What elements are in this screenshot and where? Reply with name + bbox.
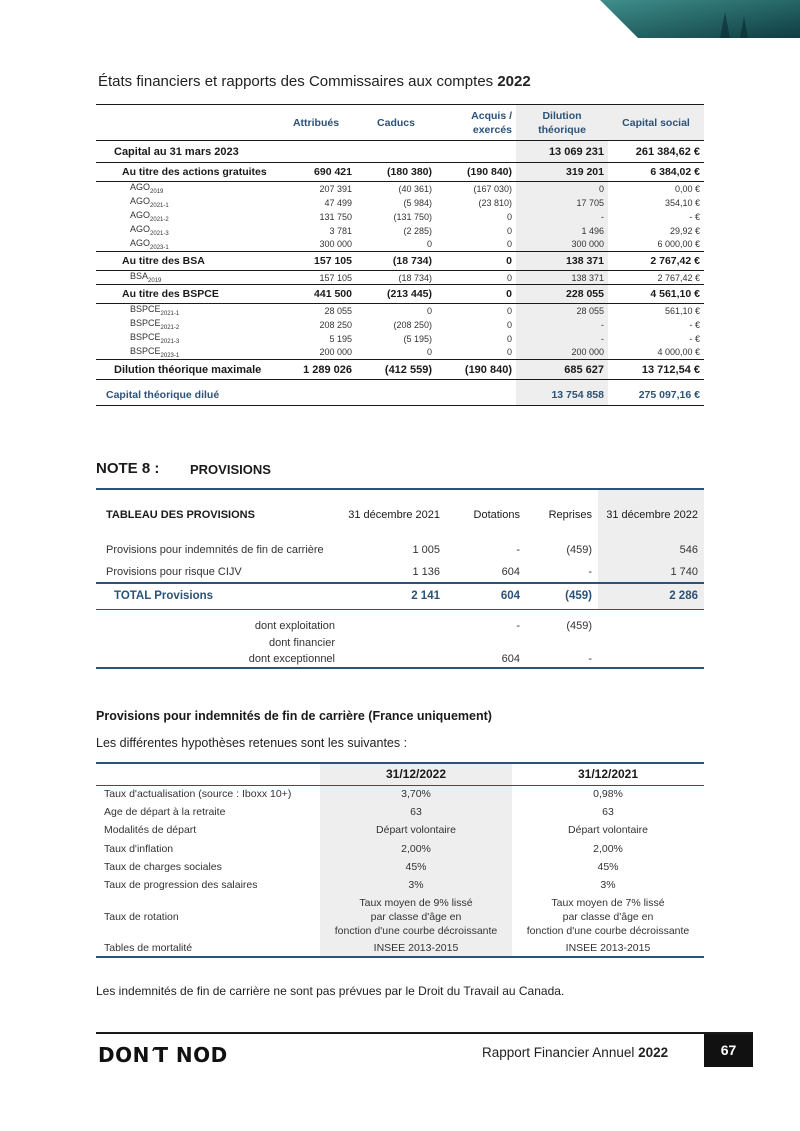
column-header: Caducs bbox=[356, 105, 436, 141]
hypothesis-row bbox=[96, 821, 704, 839]
cell-acquis: (23 810) bbox=[478, 197, 512, 208]
cell-2021: 0,98% bbox=[593, 788, 623, 801]
cell-attribues: 441 500 bbox=[276, 285, 356, 304]
max-dilution-row bbox=[96, 360, 704, 380]
cell-capital: 261 384,62 € bbox=[608, 141, 704, 163]
cell-acquis: 0 bbox=[506, 211, 512, 222]
group-label: Au titre des actions gratuites bbox=[96, 163, 276, 182]
row-label: Dilution théorique maximale bbox=[96, 360, 276, 380]
row-label: Capital au 31 mars 2023 bbox=[96, 141, 276, 163]
cell-capital: 13 712,54 € bbox=[608, 360, 704, 380]
item-row bbox=[96, 210, 704, 224]
cell-caducs: (18 734) bbox=[356, 252, 436, 271]
cell-capital: 4 000,00 € bbox=[608, 346, 704, 360]
cell-2021: INSEE 2013-2015 bbox=[512, 939, 704, 957]
cell-dotations: - bbox=[516, 619, 520, 632]
row-label: Taux d'inflation bbox=[104, 842, 174, 855]
hypothesis-row bbox=[96, 785, 704, 803]
item-row bbox=[96, 318, 704, 332]
item-label-subscript: 2019 bbox=[148, 277, 162, 284]
cell-capital: - € bbox=[689, 319, 700, 330]
cell-2022: INSEE 2013-2015 bbox=[320, 939, 512, 957]
item-label: $AGO_{2019}$ bbox=[130, 182, 164, 196]
cell bbox=[276, 386, 356, 406]
cell-caducs: (40 361) bbox=[398, 183, 432, 194]
item-row bbox=[96, 332, 704, 346]
note-heading bbox=[96, 460, 271, 477]
section-intro: Les différentes hypothèses retenues sont les suivantes : bbox=[96, 736, 408, 750]
cell-attribues: 300 000 bbox=[276, 238, 356, 252]
capital-table bbox=[96, 104, 704, 406]
cell-reprises: (459) bbox=[566, 544, 592, 556]
cell-acquis: 0 bbox=[506, 333, 512, 344]
item-label-subscript: 2023-1 bbox=[150, 244, 169, 251]
cell-acquis: 0 bbox=[506, 225, 512, 236]
cell bbox=[436, 141, 516, 163]
header-empty bbox=[96, 763, 320, 785]
cell-caducs: (208 250) bbox=[393, 319, 432, 330]
cell-2021: 2 141 bbox=[341, 583, 446, 609]
header-photo-banner bbox=[600, 0, 800, 38]
cell-2021: 2,00% bbox=[593, 842, 623, 855]
row-label: Tables de mortalité bbox=[96, 939, 320, 957]
cell-dilution: 319 201 bbox=[516, 163, 608, 182]
cell-caducs: (2 285) bbox=[403, 225, 432, 236]
item-label-subscript: 2021-2 bbox=[160, 324, 180, 331]
provisions-title: TABLEAU DES PROVISIONS bbox=[96, 489, 341, 539]
cell-dilution: 0 bbox=[516, 182, 608, 196]
breakdown-row bbox=[96, 617, 704, 634]
spacer-cell bbox=[598, 609, 704, 617]
cell-dilution: 138 371 bbox=[516, 271, 608, 285]
cell-capital: 354,10 € bbox=[664, 197, 700, 208]
item-label: $AGO_{2021-1}$ bbox=[130, 196, 169, 209]
cell-2021: 3% bbox=[600, 879, 616, 892]
provisions-table bbox=[96, 488, 704, 669]
item-row bbox=[96, 346, 704, 360]
cell-dilution: 17 705 bbox=[516, 196, 608, 210]
section-title: Provisions pour indemnités de fin de carrière (France uniquement) bbox=[96, 709, 492, 723]
cell-capital: 2 767,42 € bbox=[608, 271, 704, 285]
column-header: Dotations bbox=[446, 489, 526, 539]
row-label: TOTAL Provisions bbox=[96, 583, 341, 609]
header-title: États financiers et rapports des Commissaires aux comptes bbox=[98, 73, 494, 90]
cell-dilution: 200 000 bbox=[516, 346, 608, 360]
column-header: Capital social bbox=[608, 105, 704, 141]
item-label-subscript: 2019 bbox=[150, 189, 164, 196]
item-label-subscript: 2021-1 bbox=[160, 311, 180, 318]
cell-acquis: 0 bbox=[436, 285, 516, 304]
row-label: Taux de progression des salaires bbox=[104, 879, 258, 892]
footer-report bbox=[482, 1045, 668, 1060]
header-empty bbox=[96, 105, 276, 141]
cell-dilution: 13 754 858 bbox=[516, 386, 608, 406]
row-label: dont exploitation bbox=[254, 619, 335, 632]
row-label: Modalités de départ bbox=[104, 824, 197, 837]
provisions-header-row bbox=[96, 489, 704, 539]
cell-2022: 1 740 bbox=[598, 561, 704, 583]
cell-capital: 2 767,42 € bbox=[608, 252, 704, 271]
row-label: Taux de rotation bbox=[104, 910, 179, 923]
cell-caducs: 0 bbox=[426, 305, 432, 316]
row-label: Age de départ à la retraite bbox=[104, 806, 226, 819]
header-year: 2022 bbox=[497, 73, 531, 90]
cell-2022: Départ volontaire bbox=[320, 821, 512, 839]
group-row bbox=[96, 252, 704, 271]
item-row bbox=[96, 304, 704, 318]
cell bbox=[598, 634, 704, 651]
spacer-cell bbox=[446, 609, 526, 617]
cell-2021: Départ volontaire bbox=[568, 824, 648, 837]
cell-dilution: 28 055 bbox=[516, 304, 608, 318]
capital-header-row bbox=[96, 105, 704, 141]
cell-acquis: 0 bbox=[436, 346, 516, 360]
hypothesis-row bbox=[96, 840, 704, 858]
cell-attribues: 1 289 026 bbox=[276, 360, 356, 380]
group-row bbox=[96, 163, 704, 182]
cell-capital: 4 561,10 € bbox=[608, 285, 704, 304]
group-row bbox=[96, 285, 704, 304]
cell-dilution: 1 496 bbox=[516, 224, 608, 238]
provision-row bbox=[96, 561, 704, 583]
cell bbox=[598, 617, 704, 634]
spacer-row bbox=[96, 609, 704, 617]
cell-attribues: 5 195 bbox=[329, 333, 352, 344]
column-header: Dilution théorique bbox=[516, 105, 608, 141]
cell-attribues: 47 499 bbox=[324, 197, 352, 208]
hypothesis-row bbox=[96, 858, 704, 876]
cell-caducs: (131 750) bbox=[393, 211, 432, 222]
hypothesis-row-mortality bbox=[96, 939, 704, 957]
item-label-subscript: 2021-3 bbox=[160, 338, 180, 345]
footer-divider bbox=[96, 1032, 753, 1034]
item-row bbox=[96, 238, 704, 252]
page-number: 67 bbox=[704, 1034, 753, 1067]
cell-acquis: (190 840) bbox=[436, 360, 516, 380]
cell-2022: 63 bbox=[320, 803, 512, 821]
item-label: $BSPCE_{2021-2}$ bbox=[130, 318, 180, 331]
cell-dilution: - bbox=[516, 210, 608, 224]
cell-caducs: (180 380) bbox=[356, 163, 436, 182]
item-row bbox=[96, 271, 704, 285]
cell-dotations: - bbox=[516, 544, 520, 556]
cell-acquis: (190 840) bbox=[436, 163, 516, 182]
cell-attribues: 208 250 bbox=[319, 319, 352, 330]
cell-2022: 3,70% bbox=[320, 785, 512, 803]
group-label: Au titre des BSPCE bbox=[96, 285, 276, 304]
cell-2022: 2 286 bbox=[598, 583, 704, 609]
capital-row bbox=[96, 141, 704, 163]
cell-dotations bbox=[446, 634, 526, 651]
cell bbox=[436, 386, 516, 406]
column-header: 31/12/2021 bbox=[512, 763, 704, 785]
cell-2021: 45% bbox=[597, 860, 619, 873]
cell-capital: 561,10 € bbox=[664, 305, 700, 316]
cell bbox=[341, 651, 446, 668]
item-label: $AGO_{2021-2}$ bbox=[130, 210, 169, 223]
cell-2022: 2,00% bbox=[320, 840, 512, 858]
note-number: NOTE 8 : bbox=[96, 460, 160, 477]
cell-capital: - € bbox=[689, 211, 700, 222]
cell-attribues: 131 750 bbox=[319, 211, 352, 222]
cell-acquis: (167 030) bbox=[473, 183, 512, 194]
cell-capital: 29,92 € bbox=[669, 225, 700, 236]
cell-caducs: 0 bbox=[356, 238, 436, 252]
row-label: dont exceptionnel bbox=[96, 651, 341, 668]
column-header: Reprises bbox=[526, 489, 598, 539]
cell-acquis: 0 bbox=[506, 305, 512, 316]
hypotheses-header-row bbox=[96, 763, 704, 785]
provision-row bbox=[96, 539, 704, 561]
cell-attribues: 157 105 bbox=[276, 252, 356, 271]
cell-dotations: 604 bbox=[501, 565, 520, 578]
cell-attribues: 207 391 bbox=[319, 183, 352, 194]
hypothesis-row bbox=[96, 803, 704, 821]
row-label: Provisions pour indemnités de fin de carrière bbox=[106, 544, 324, 556]
item-label: $BSPCE_{2021-3}$ bbox=[130, 332, 180, 345]
cell-2021: Taux moyen de 7% lissé par classe d'âge en fonction d'une courbe décroissante bbox=[526, 896, 690, 937]
cell bbox=[598, 651, 704, 668]
item-row bbox=[96, 182, 704, 196]
cell-dilution: 228 055 bbox=[516, 285, 608, 304]
column-header: 31 décembre 2022 bbox=[598, 489, 704, 539]
cell-2021: 1 136 bbox=[412, 565, 440, 578]
diluted-capital-row bbox=[96, 386, 704, 406]
cell-dotations: 604 bbox=[446, 651, 526, 668]
item-label-subscript: 2021-2 bbox=[150, 216, 169, 223]
footnote: Les indemnités de fin de carrière ne sont pas prévues par le Droit du Travail au Canada. bbox=[96, 984, 565, 998]
provisions-total-row bbox=[96, 583, 704, 609]
column-header: Attribués bbox=[276, 105, 356, 141]
cell-2022: 45% bbox=[320, 858, 512, 876]
cell-capital: - € bbox=[689, 333, 700, 344]
cell bbox=[356, 386, 436, 406]
item-label: $AGO_{2021-3}$ bbox=[130, 224, 169, 237]
cell-reprises: (459) bbox=[526, 583, 598, 609]
breakdown-row bbox=[96, 634, 704, 651]
cell bbox=[341, 634, 446, 651]
footer-report-title: Rapport Financier Annuel bbox=[482, 1045, 635, 1060]
cell-acquis: 0 bbox=[436, 252, 516, 271]
hypotheses-table bbox=[96, 762, 704, 958]
item-label-subscript: 2023-1 bbox=[160, 352, 180, 359]
cell-capital: 275 097,16 € bbox=[608, 386, 704, 406]
note-title: PROVISIONS bbox=[190, 462, 271, 477]
cell-attribues: 3 781 bbox=[329, 225, 352, 236]
cell-acquis: 0 bbox=[436, 271, 516, 285]
cell-dilution: 138 371 bbox=[516, 252, 608, 271]
hypothesis-row-rotation bbox=[96, 894, 704, 939]
cell-2021: 1 005 bbox=[412, 544, 440, 556]
cell-caducs: (5 984) bbox=[403, 197, 432, 208]
item-label-subscript: 2021-3 bbox=[150, 230, 169, 237]
cell-dotations: 604 bbox=[446, 583, 526, 609]
cell-caducs: (213 445) bbox=[356, 285, 436, 304]
item-row bbox=[96, 196, 704, 210]
cell-attribues: 690 421 bbox=[276, 163, 356, 182]
item-label-subscript: 2021-1 bbox=[150, 202, 169, 209]
item-row bbox=[96, 224, 704, 238]
cell-caducs: 0 bbox=[356, 346, 436, 360]
item-label: $BSA_{2019}$ bbox=[96, 271, 276, 285]
cell-dilution: 685 627 bbox=[516, 360, 608, 380]
hypothesis-row bbox=[96, 876, 704, 894]
cell bbox=[276, 141, 356, 163]
item-label: $BSPCE_{2023-1}$ bbox=[96, 346, 276, 360]
column-header: 31/12/2022 bbox=[320, 763, 512, 785]
footer-report-year: 2022 bbox=[638, 1045, 669, 1060]
cell-caducs: (5 195) bbox=[403, 333, 432, 344]
cell-capital: 0,00 € bbox=[674, 183, 700, 194]
cell-reprises: - bbox=[588, 565, 592, 578]
spacer-cell bbox=[526, 609, 598, 617]
column-header: Acquis / exercés bbox=[436, 105, 516, 141]
spacer-cell bbox=[341, 609, 446, 617]
cell-dilution: 300 000 bbox=[516, 238, 608, 252]
cell-dilution: 13 069 231 bbox=[516, 141, 608, 163]
cell-caducs: (18 734) bbox=[356, 271, 436, 285]
row-label: Provisions pour risque CIJV bbox=[106, 565, 242, 578]
row-label: Capital théorique dilué bbox=[96, 386, 276, 406]
column-header: 31 décembre 2021 bbox=[341, 489, 446, 539]
company-logo: DON'T NOD bbox=[98, 1043, 228, 1067]
cell-reprises: (459) bbox=[566, 619, 592, 632]
cell-attribues: 28 055 bbox=[324, 305, 352, 316]
cell-dilution: - bbox=[516, 332, 608, 346]
cell-dilution: - bbox=[516, 318, 608, 332]
cell-reprises: - bbox=[526, 651, 598, 668]
cell-capital: 6 000,00 € bbox=[608, 238, 704, 252]
spacer-cell bbox=[96, 609, 341, 617]
cell-2021: 63 bbox=[602, 806, 614, 819]
item-label: $AGO_{2023-1}$ bbox=[96, 238, 276, 252]
breakdown-row bbox=[96, 651, 704, 668]
cell-2022: 546 bbox=[598, 539, 704, 561]
item-label: $BSPCE_{2021-1}$ bbox=[130, 304, 180, 318]
row-label: dont financier bbox=[268, 636, 335, 649]
cell-attribues: 157 105 bbox=[276, 271, 356, 285]
cell-acquis: 0 bbox=[436, 238, 516, 252]
cell-capital: 6 384,02 € bbox=[608, 163, 704, 182]
group-label: Au titre des BSA bbox=[96, 252, 276, 271]
page-header bbox=[98, 73, 531, 90]
cell-caducs: (412 559) bbox=[356, 360, 436, 380]
cell bbox=[341, 617, 446, 634]
cell-attribues: 200 000 bbox=[276, 346, 356, 360]
cell-2022: 3% bbox=[320, 876, 512, 894]
cell-2022: Taux moyen de 9% lissé par classe d'âge en fonction d'une courbe décroissante bbox=[320, 894, 512, 939]
cell-reprises bbox=[526, 634, 598, 651]
row-label: Taux de charges sociales bbox=[104, 860, 222, 873]
cell-acquis: 0 bbox=[506, 319, 512, 330]
row-label: Taux d'actualisation (source : Iboxx 10+) bbox=[104, 788, 292, 801]
cell bbox=[356, 141, 436, 163]
